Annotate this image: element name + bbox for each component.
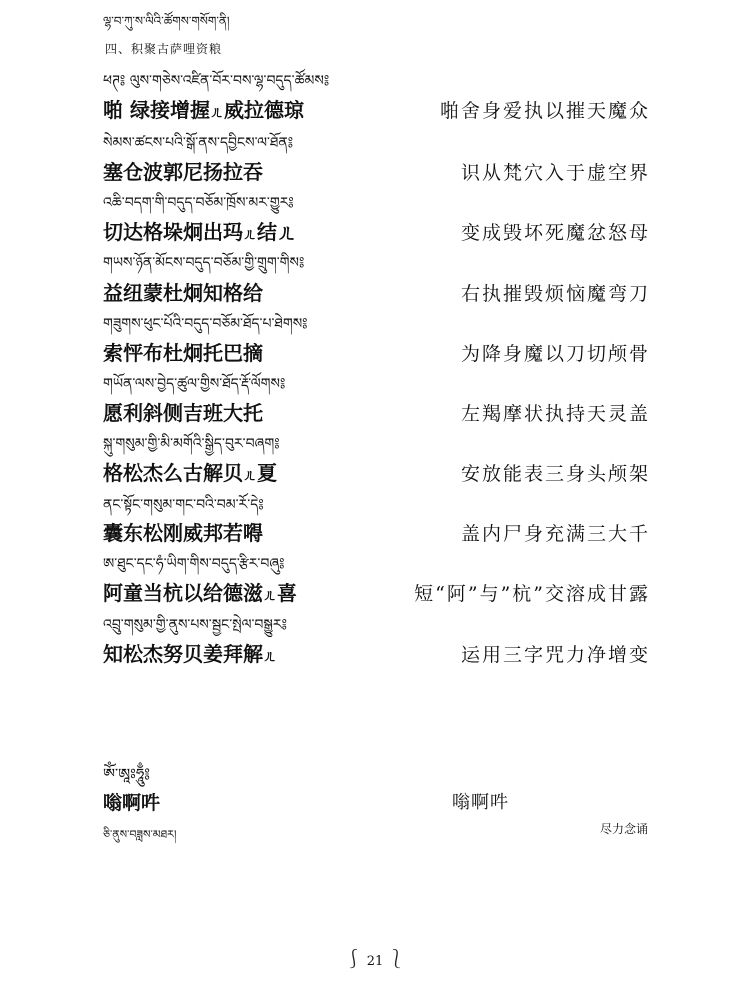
verse-phonetic: 切达格垛炯出玛ㄦ结ㄦ	[103, 220, 297, 244]
verse-phonetic: 囊东松刚威邦若嘚	[103, 521, 263, 545]
verse-translation: 短“阿”与”杭”交溶成甘露	[414, 583, 650, 605]
verse-phonetic: 益纽蒙杜炯知格给	[103, 281, 263, 305]
right-bracket-ornament: ⎱	[387, 949, 406, 970]
verse-translation: 盖内尸身充满三大千	[460, 523, 650, 545]
instruction-tibetan: ཅི་ནུས་བཟླས་མཐར།	[103, 828, 177, 841]
verse-phonetic: 索怦布杜炯托巴摘	[103, 341, 263, 365]
verse-phonetic: 愿利斜侧吉班大托	[103, 401, 263, 425]
mantra-phonetic: 嗡啊吽	[103, 792, 161, 814]
verse-tibetan: གཟུགས་ཕུང་པོའི་བདུད་བཅོམ་ཐོད་པ་ཐེགས༔	[103, 316, 308, 332]
verse-translation: 识从梵穴入于虚空界	[460, 162, 650, 184]
page-number	[0, 945, 750, 971]
verse-phonetic: 阿童当杭以给德滋ㄦ喜	[103, 581, 297, 605]
verse-tibetan: སྐུ་གསུམ་གྱི་མི་མགོའི་སྒྱིད་བུར་བཞག༔	[103, 436, 280, 452]
verse-translation: 安放能表三身头颅架	[460, 463, 650, 485]
verse-phonetic: 塞仓波郭尼扬拉吞	[103, 160, 263, 184]
verse-translation: 运用三字咒力净增变	[460, 644, 650, 666]
verse-translation: 右执摧毁烦恼魔弯刀	[460, 283, 650, 305]
verse-translation: 左羯摩状执持天灵盖	[460, 403, 650, 425]
verse-tibetan: སེམས་ཚངས་པའི་སྒོ་ནས་དབྱིངས་ལ་ཐོན༔	[103, 135, 294, 151]
instruction-chinese: 尽力念诵	[599, 822, 648, 836]
verse-translation: 变成毁坏死魔忿怒母	[460, 222, 650, 244]
verse-tibetan: ཨ་ཐུང་དང་ཧཾ་ཡིག་གིས་བདུད་རྩིར་བཞུ༔	[103, 556, 285, 572]
verse-tibetan: ནང་སྟོང་གསུམ་གང་བའི་བམ་རོ་དེ༔	[103, 497, 264, 513]
verse-tibetan: གཡོན་ལས་བྱེད་ཚུལ་གྱིས་ཐོད་རྡོ་ལོགས༔	[103, 376, 286, 392]
verse-phonetic: 知松杰努贝姜拜解ㄦ	[103, 642, 277, 666]
section-title: 四、积聚古萨哩资粮	[105, 42, 223, 56]
verse-tibetan: འཆི་བདག་གི་བདུད་བཅོམ་ཁྲོས་མར་གྱུར༔	[103, 195, 294, 211]
page-number-value: 21	[366, 954, 384, 969]
verse-phonetic: 格松杰么古解贝ㄦ夏	[103, 461, 277, 485]
verse-tibetan: གཡས་ཉོན་མོངས་བདུད་བཅོམ་གྱི་གྲུག་གིས༔	[103, 255, 305, 271]
mantra-translation: 嗡啊吽	[452, 792, 509, 813]
verse-translation: 啪舍身爱执以摧天魔众	[439, 100, 650, 122]
verse-tibetan: འབྲུ་གསུམ་གྱི་ནུས་པས་སྦྱང་སྤེལ་བསྒྱུར༔	[103, 617, 287, 633]
running-head: ལྷ་བ་ཀུ་ས་ལིའི་ཚོགས་གསོག་ནི།	[103, 14, 230, 28]
mantra-tibetan: ཨོཾ་ཨཱཿཧཱུྃ༔	[103, 765, 151, 783]
verse-tibetan: ཕཊ༔ ལུས་གཅེས་འཛིན་བོར་བས་ལྷ་བདུད་ཚོམས༔	[103, 73, 330, 89]
left-bracket-ornament: ⎰	[344, 949, 363, 970]
verse-translation: 为降身魔以刀切颅骨	[460, 343, 650, 365]
verse-phonetic: 啪 绿接增握ㄦ威拉德琼	[103, 98, 304, 122]
